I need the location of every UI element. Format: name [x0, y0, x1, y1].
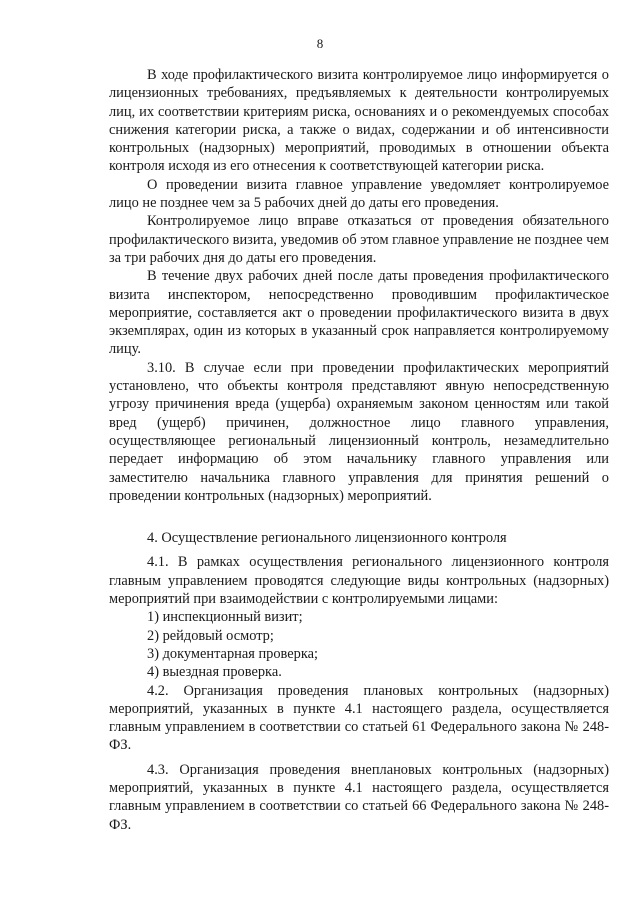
- document-body: [109, 66, 609, 834]
- paragraph-3-10: 3.10. В случае если при проведении профилактических мероприятий установлено, что объекты контроля представляют явную непосредственную угрозу причинения вреда (ущерба) охраняемым законом ценностям или такой вред (ущерб) причинен, должностное лицо главного управления, осуществляющее региональный лицензионный контроль, незамедлительно передает информацию об этом начальнику главного управления или заместителю начальника главного управления для принятия решений о проведении контрольных (надзорных) мероприятий.: [109, 359, 609, 504]
- list-item-inspection-visit: 1) инспекционный визит;: [147, 609, 303, 626]
- paragraph-4-1: 4.1. В рамках осуществления регионального лицензионного контроля главным управлением проводятся следующие виды контрольных (надзорных) мероприятий при взаимодействии с контролируемыми лицами:: [109, 554, 609, 608]
- paragraph-visit-refusal: Контролируемое лицо вправе отказаться от проведения обязательного профилактического визита, уведомив об этом главное управление не позднее чем за три рабочих дня до даты его проведения.: [109, 213, 609, 266]
- paragraph-4-3: 4.3. Организация проведения внеплановых контрольных (надзорных) мероприятий, указанных в пункте 4.1 настоящего раздела, осуществляется главным управлением в соответствии со статьей 66 Федерального закона № 248-ФЗ.: [109, 761, 609, 833]
- paragraph-4-2: 4.2. Организация проведения плановых контрольных (надзорных) мероприятий, указанных в пункте 4.1 настоящего раздела, осуществляется главным управлением в соответствии со статьей 61 Федерального закона № 248-ФЗ.: [109, 682, 609, 754]
- paragraph-visit-notification: О проведении визита главное управление уведомляет контролируемое лицо не позднее чем за 5 рабочих дней до даты его проведения.: [109, 176, 609, 212]
- section-4-heading: 4. Осуществление регионального лицензионного контроля: [147, 530, 507, 547]
- paragraph-visit-act: В течение двух рабочих дней после даты проведения профилактического визита инспектором, непосредственно проводившим профилактическое мероприятие, составляется акт о проведении профилактического визита в двух экземплярах, один из которых в указанный срок направляется контролируемому лицу.: [109, 268, 609, 358]
- list-item-field-check: 4) выездная проверка.: [147, 664, 282, 681]
- paragraph-profilactic-visit-info: В ходе профилактического визита контролируемое лицо информируется о лицензионных требованиях, предъявляемых к деятельности контролируемых лиц, их соответствии критериям риска, основаниях и о рекомендуемых способах снижения категории риска, а также о видах, содержании и об интенсивности контрольных (надзорных) мероприятий, проводимых в отношении объекта контроля исходя из его отнесения к соответствующей категории риска.: [109, 67, 609, 175]
- list-item-raid-inspection: 2) рейдовый осмотр;: [147, 627, 274, 644]
- page-number: 8: [316, 36, 324, 51]
- list-item-documentary-check: 3) документарная проверка;: [147, 645, 318, 662]
